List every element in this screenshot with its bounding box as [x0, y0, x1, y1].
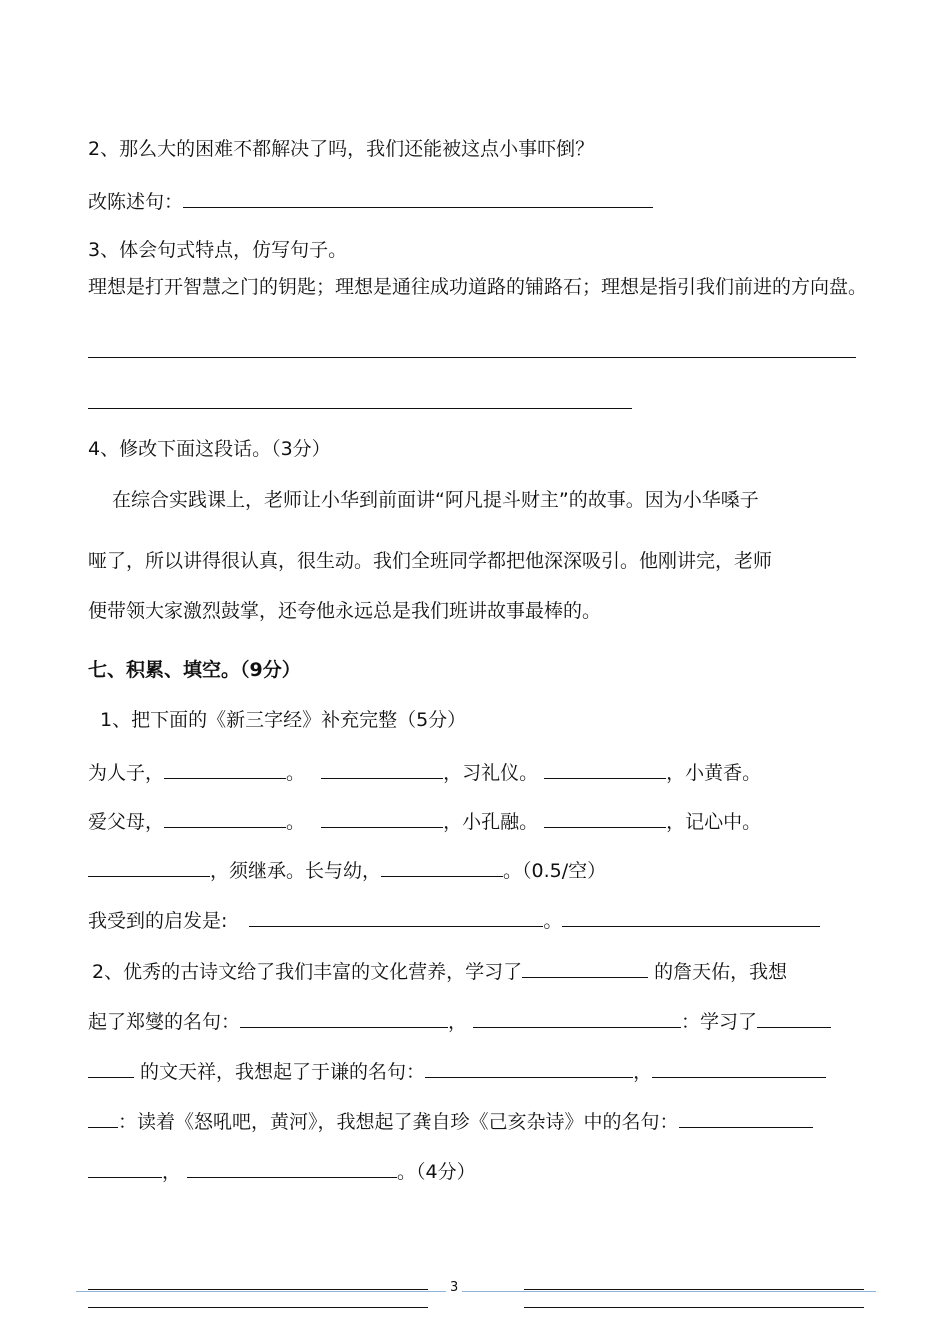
q2-text: ：学习了 — [681, 1011, 758, 1033]
fill-blank[interactable] — [187, 1158, 397, 1178]
q4-title: 4、修改下面这段话。（3分） — [88, 438, 331, 460]
fill-blank[interactable] — [240, 1008, 448, 1028]
q2-prompt: 改陈述句： — [88, 191, 184, 213]
fill-blank[interactable] — [679, 1108, 813, 1128]
footer-rule — [524, 1307, 864, 1308]
fill-blank[interactable] — [321, 808, 443, 828]
fill-blank[interactable] — [164, 808, 286, 828]
section7-title: 七、积累、填空。（9分） — [88, 659, 301, 681]
s7-q2-line3 — [88, 1058, 826, 1084]
fill-blank[interactable] — [88, 1058, 134, 1078]
q2-text: ：读着《怒吼吧，黄河》，我想起了龚自珍《己亥杂诗》中的名句： — [118, 1111, 679, 1133]
q2-question: 2、那么大的困难不都解决了吗，我们还能被这点小事吓倒？ — [88, 138, 595, 160]
fill-blank[interactable] — [473, 1008, 681, 1028]
fill-blank[interactable] — [425, 1058, 633, 1078]
s7-q2-line2 — [88, 1008, 831, 1034]
q2-text: ， — [448, 1011, 468, 1033]
row-text: 爱父母， — [88, 811, 165, 833]
q3-title: 3、体会句式特点，仿写句子。 — [88, 239, 348, 261]
q2-text: 2、优秀的古诗文给了我们丰富的文化营养，学习了 — [92, 961, 523, 983]
row-text: 。（0.5/空） — [503, 860, 607, 882]
fill-blank[interactable] — [88, 857, 210, 877]
s7-q2-line4 — [88, 1108, 813, 1134]
q2-text: ， — [633, 1061, 653, 1083]
row-text: 。 — [286, 762, 306, 784]
insight-label: 我受到的启发是: — [88, 910, 228, 932]
q4-paragraph-line: 便带领大家激烈鼓掌，还夸他永远总是我们班讲故事最棒的。 — [88, 600, 602, 622]
insight-end: 。 — [543, 910, 563, 932]
s7-q1-row3 — [88, 857, 606, 883]
footer-rule — [88, 1289, 428, 1290]
q2-text: 。（4分） — [397, 1161, 476, 1183]
s7-q1-row1 — [88, 759, 761, 785]
footer-rule — [88, 1307, 428, 1308]
fill-blank[interactable] — [757, 1008, 831, 1028]
row-text: ，习礼仪。 — [443, 762, 539, 784]
row-text: 。 — [286, 811, 306, 833]
s7-insight-row — [88, 907, 820, 933]
q2-text: 的詹天佑，我想 — [654, 961, 788, 983]
fill-blank[interactable] — [164, 759, 286, 779]
q2-answer-row — [88, 188, 653, 214]
s7-q1-title: 1、把下面的《新三字经》补充完整（5分） — [100, 709, 467, 731]
s7-q2-line1 — [92, 958, 787, 984]
fill-blank[interactable] — [652, 1058, 826, 1078]
fill-blank[interactable] — [88, 1108, 118, 1128]
q2-answer-blank[interactable] — [183, 188, 653, 208]
q2-text: 的文天祥，我想起了于谦的名句： — [140, 1061, 426, 1083]
fill-blank[interactable] — [381, 857, 503, 877]
row-text: ，小孔融。 — [443, 811, 539, 833]
footer-rule — [524, 1289, 864, 1290]
q3-answer-line-2[interactable] — [88, 408, 632, 409]
row-text: ，小黄香。 — [666, 762, 762, 784]
q4-paragraph-line: 在综合实践课上，老师让小华到前面讲“阿凡提斗财主”的故事。因为小华嗓子 — [112, 489, 759, 511]
q2-text: ， — [162, 1161, 182, 1183]
fill-blank[interactable] — [88, 1158, 162, 1178]
s7-q1-row2 — [88, 808, 761, 834]
row-text: ，记心中。 — [666, 811, 762, 833]
q4-paragraph-line: 哑了，所以讲得很认真，很生动。我们全班同学都把他深深吸引。他刚讲完，老师 — [88, 550, 773, 572]
q2-text: 起了郑燮的名句： — [88, 1011, 241, 1033]
insight-blank[interactable] — [562, 907, 820, 927]
fill-blank[interactable] — [544, 808, 666, 828]
insight-blank[interactable] — [249, 907, 543, 927]
row-text: 为人子， — [88, 762, 165, 784]
row-text: ，须继承。长与幼， — [210, 860, 382, 882]
fill-blank[interactable] — [321, 759, 443, 779]
s7-q2-line5 — [88, 1158, 476, 1184]
page-number: 3 — [446, 1280, 462, 1295]
q3-example: 理想是打开智慧之门的钥匙；理想是通往成功道路的铺路石；理想是指引我们前进的方向盘。 — [88, 276, 868, 298]
fill-blank[interactable] — [544, 759, 666, 779]
footer-divider — [76, 1291, 876, 1292]
fill-blank[interactable] — [522, 958, 648, 978]
q3-answer-line-1[interactable] — [88, 357, 856, 358]
